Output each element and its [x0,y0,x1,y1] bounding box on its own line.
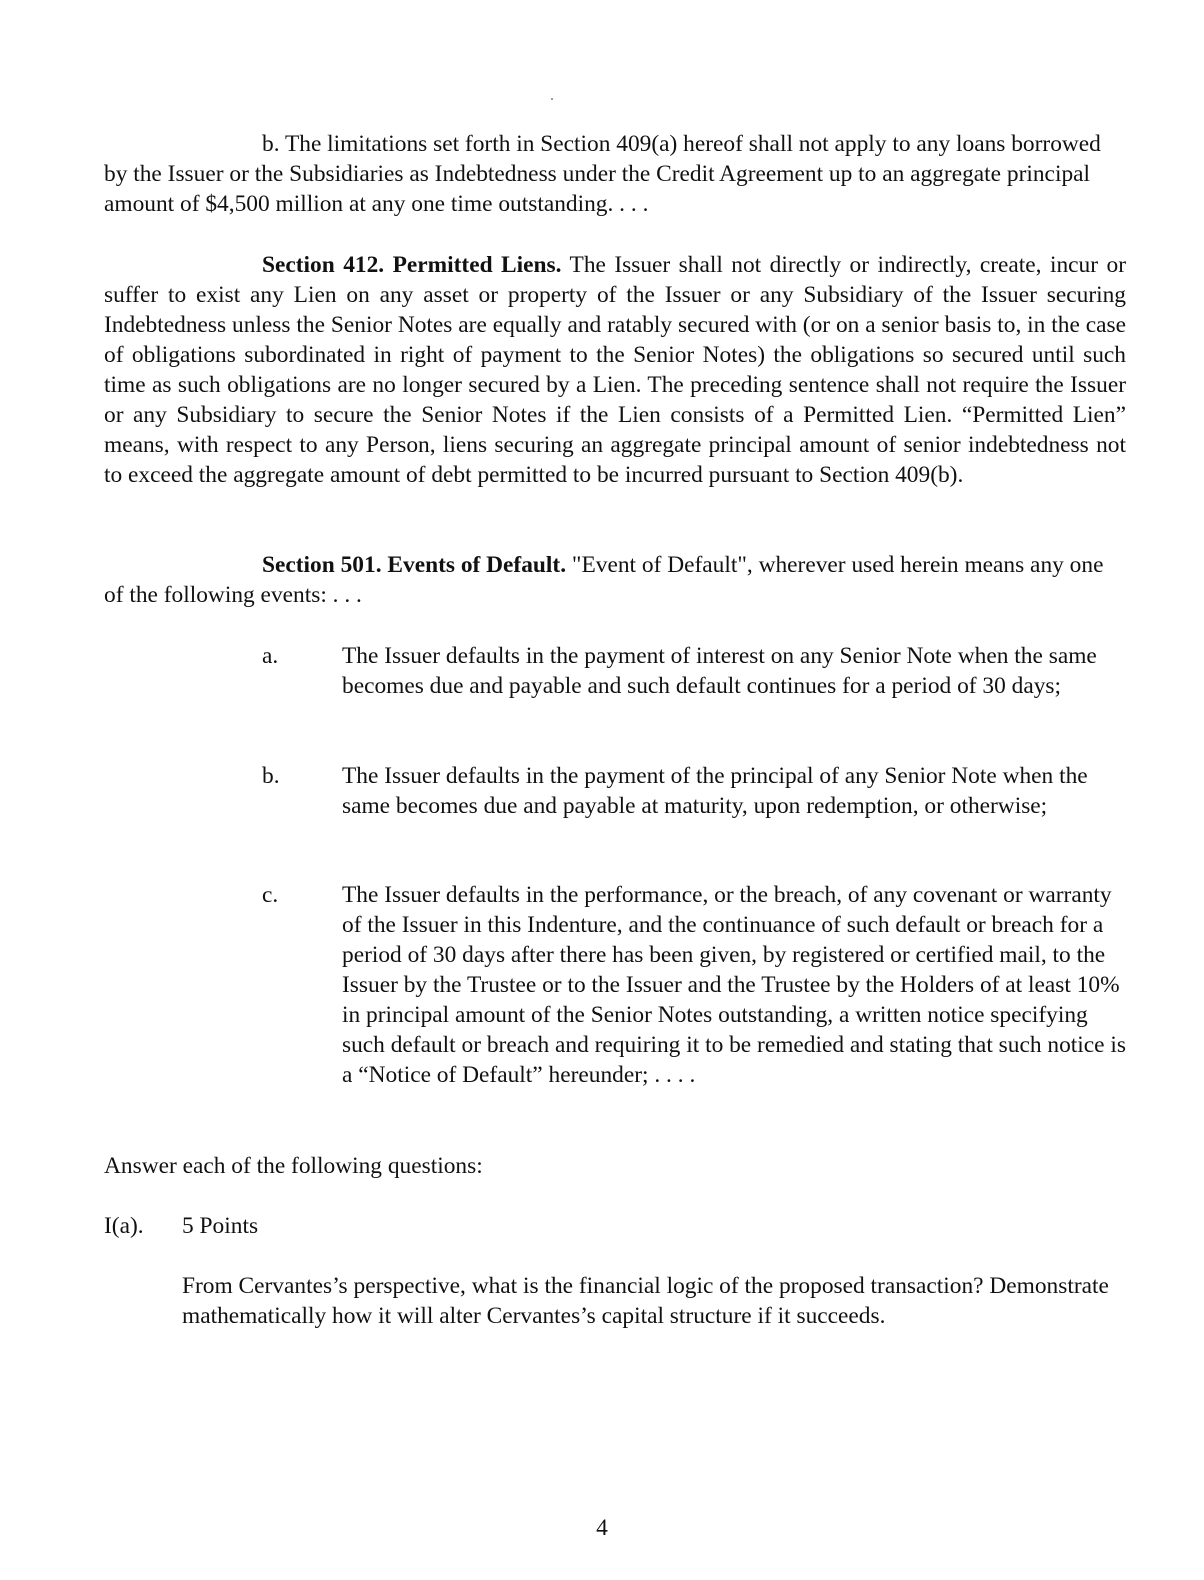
item-marker: b. [262,763,280,789]
answer-instruction: Answer each of the following questions: [104,1153,483,1179]
question-label: I(a). [104,1213,144,1239]
section-501-text: "Event of Default", wherever used herein means any one of the following events: . . . [104,552,1104,608]
item-text: The Issuer defaults in the payment of interest on any Senior Note when the same becomes due and payable and such default continues for a period of 30 days; [342,643,1097,699]
item-marker: c. [262,882,279,908]
section-412-heading: Section 412. Permitted Liens. [262,252,562,278]
page-number: 4 [596,1515,608,1541]
section-409b-text: b. The limitations set forth in Section 409(a) hereof shall not apply to any loans borrowed by the Issuer or the Subsidiaries as Indebtedness under the Credit Agreement up to an aggregate principal amount of $4,500 million at any one time outstanding. . . . [104,131,1101,217]
section-409b-paragraph [104,129,1126,219]
question-points: 5 Points [182,1213,259,1239]
section-501-paragraph [104,550,1126,610]
item-text: The Issuer defaults in the performance, or the breach, of any covenant or warranty of the Issuer in this Indenture, and the continuance of such default or breach for a period of 30 days after there has been given, by registered or certified mail, to the Issuer by the Trustee or to the Issuer and the Trustee by the Holders of at least 10% in principal amount of the Senior Notes outstanding, a written notice specifying such default or breach and requiring it to be remedied and stating that such notice is a “Notice of Default” hereunder; . . . . [342,882,1126,1088]
section-501-heading: Section 501. Events of Default. [262,552,567,578]
section-412-paragraph [104,250,1126,490]
item-marker: a. [262,643,279,669]
item-text: The Issuer defaults in the payment of the principal of any Senior Note when the same becomes due and payable at maturity, upon redemption, or otherwise; [342,763,1088,819]
scan-speck [551,98,553,100]
section-412-text: The Issuer shall not directly or indirectly, create, incur or suffer to exist any Lien on any asset or property of the Issuer or any Subsidiary of the Issuer securing Indebtedness unless the Senior Notes are equally and ratably secured with (or on a senior basis to, in the case of obligations subordinated in right of payment to the Senior Notes) the obligations so secured until such time as such obligations are no longer secured by a Lien. The preceding sentence shall not require the Issuer or any Subsidiary to secure the Senior Notes if the Lien consists of a Permitted Lien. “Permitted Lien” means, with respect to any Person, liens securing an aggregate principal amount of senior indebtedness not to exceed the aggregate amount of debt permitted to be incurred pursuant to Section 409(b). [104,252,1126,488]
question-text: From Cervantes’s perspective, what is the financial logic of the proposed transaction? Demonstrate mathematically how it will alter Cervantes’s capital structure if it succeeds. [182,1273,1109,1329]
